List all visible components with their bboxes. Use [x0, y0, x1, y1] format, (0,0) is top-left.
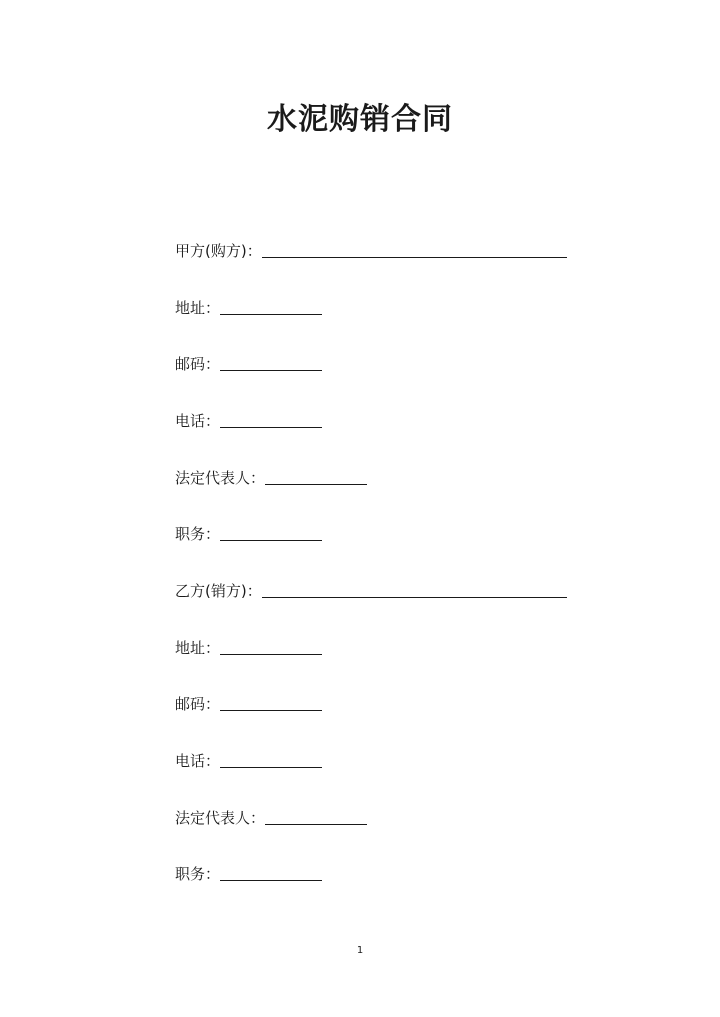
party-a-position-blank[interactable]: [220, 522, 322, 541]
page-title: 水泥购销合同: [267, 102, 453, 137]
party-b-position-row: [175, 862, 322, 886]
party-b-name-blank[interactable]: [262, 579, 567, 598]
party-a-phone-row: [175, 409, 322, 433]
party-a-address-row: [175, 296, 322, 320]
party-a-phone-label: 电话：: [175, 412, 221, 430]
party-b-name-row: [175, 579, 567, 603]
party-b-postcode-label: 邮码：: [175, 695, 221, 713]
party-a-representative-row: [175, 466, 367, 490]
party-b-phone-row: [175, 749, 322, 773]
party-b-postcode-row: [175, 692, 322, 716]
party-a-representative-blank[interactable]: [265, 466, 367, 485]
page-number: 1: [356, 945, 364, 956]
party-b-phone-label: 电话：: [175, 752, 221, 770]
party-a-address-label: 地址：: [175, 299, 221, 317]
party-a-name-label: 甲方(购方)：: [175, 242, 262, 260]
party-b-position-blank[interactable]: [220, 862, 322, 881]
party-b-phone-blank[interactable]: [220, 749, 322, 768]
party-a-name-row: [175, 239, 567, 263]
party-b-representative-blank[interactable]: [265, 806, 367, 825]
party-b-name-label: 乙方(销方)：: [175, 582, 262, 600]
party-a-name-blank[interactable]: [262, 239, 567, 258]
party-b-position-label: 职务：: [175, 865, 221, 883]
party-b-postcode-blank[interactable]: [220, 692, 322, 711]
party-b-representative-label: 法定代表人：: [175, 809, 266, 827]
party-a-postcode-label: 邮码：: [175, 355, 221, 373]
party-a-position-label: 职务：: [175, 525, 221, 543]
party-a-position-row: [175, 522, 322, 546]
party-b-address-label: 地址：: [175, 639, 221, 657]
party-a-postcode-row: [175, 352, 322, 376]
party-b-address-blank[interactable]: [220, 636, 322, 655]
party-a-postcode-blank[interactable]: [220, 352, 322, 371]
party-a-representative-label: 法定代表人：: [175, 469, 266, 487]
party-b-address-row: [175, 636, 322, 660]
party-a-address-blank[interactable]: [220, 296, 322, 315]
party-a-phone-blank[interactable]: [220, 409, 322, 428]
party-b-representative-row: [175, 806, 367, 830]
